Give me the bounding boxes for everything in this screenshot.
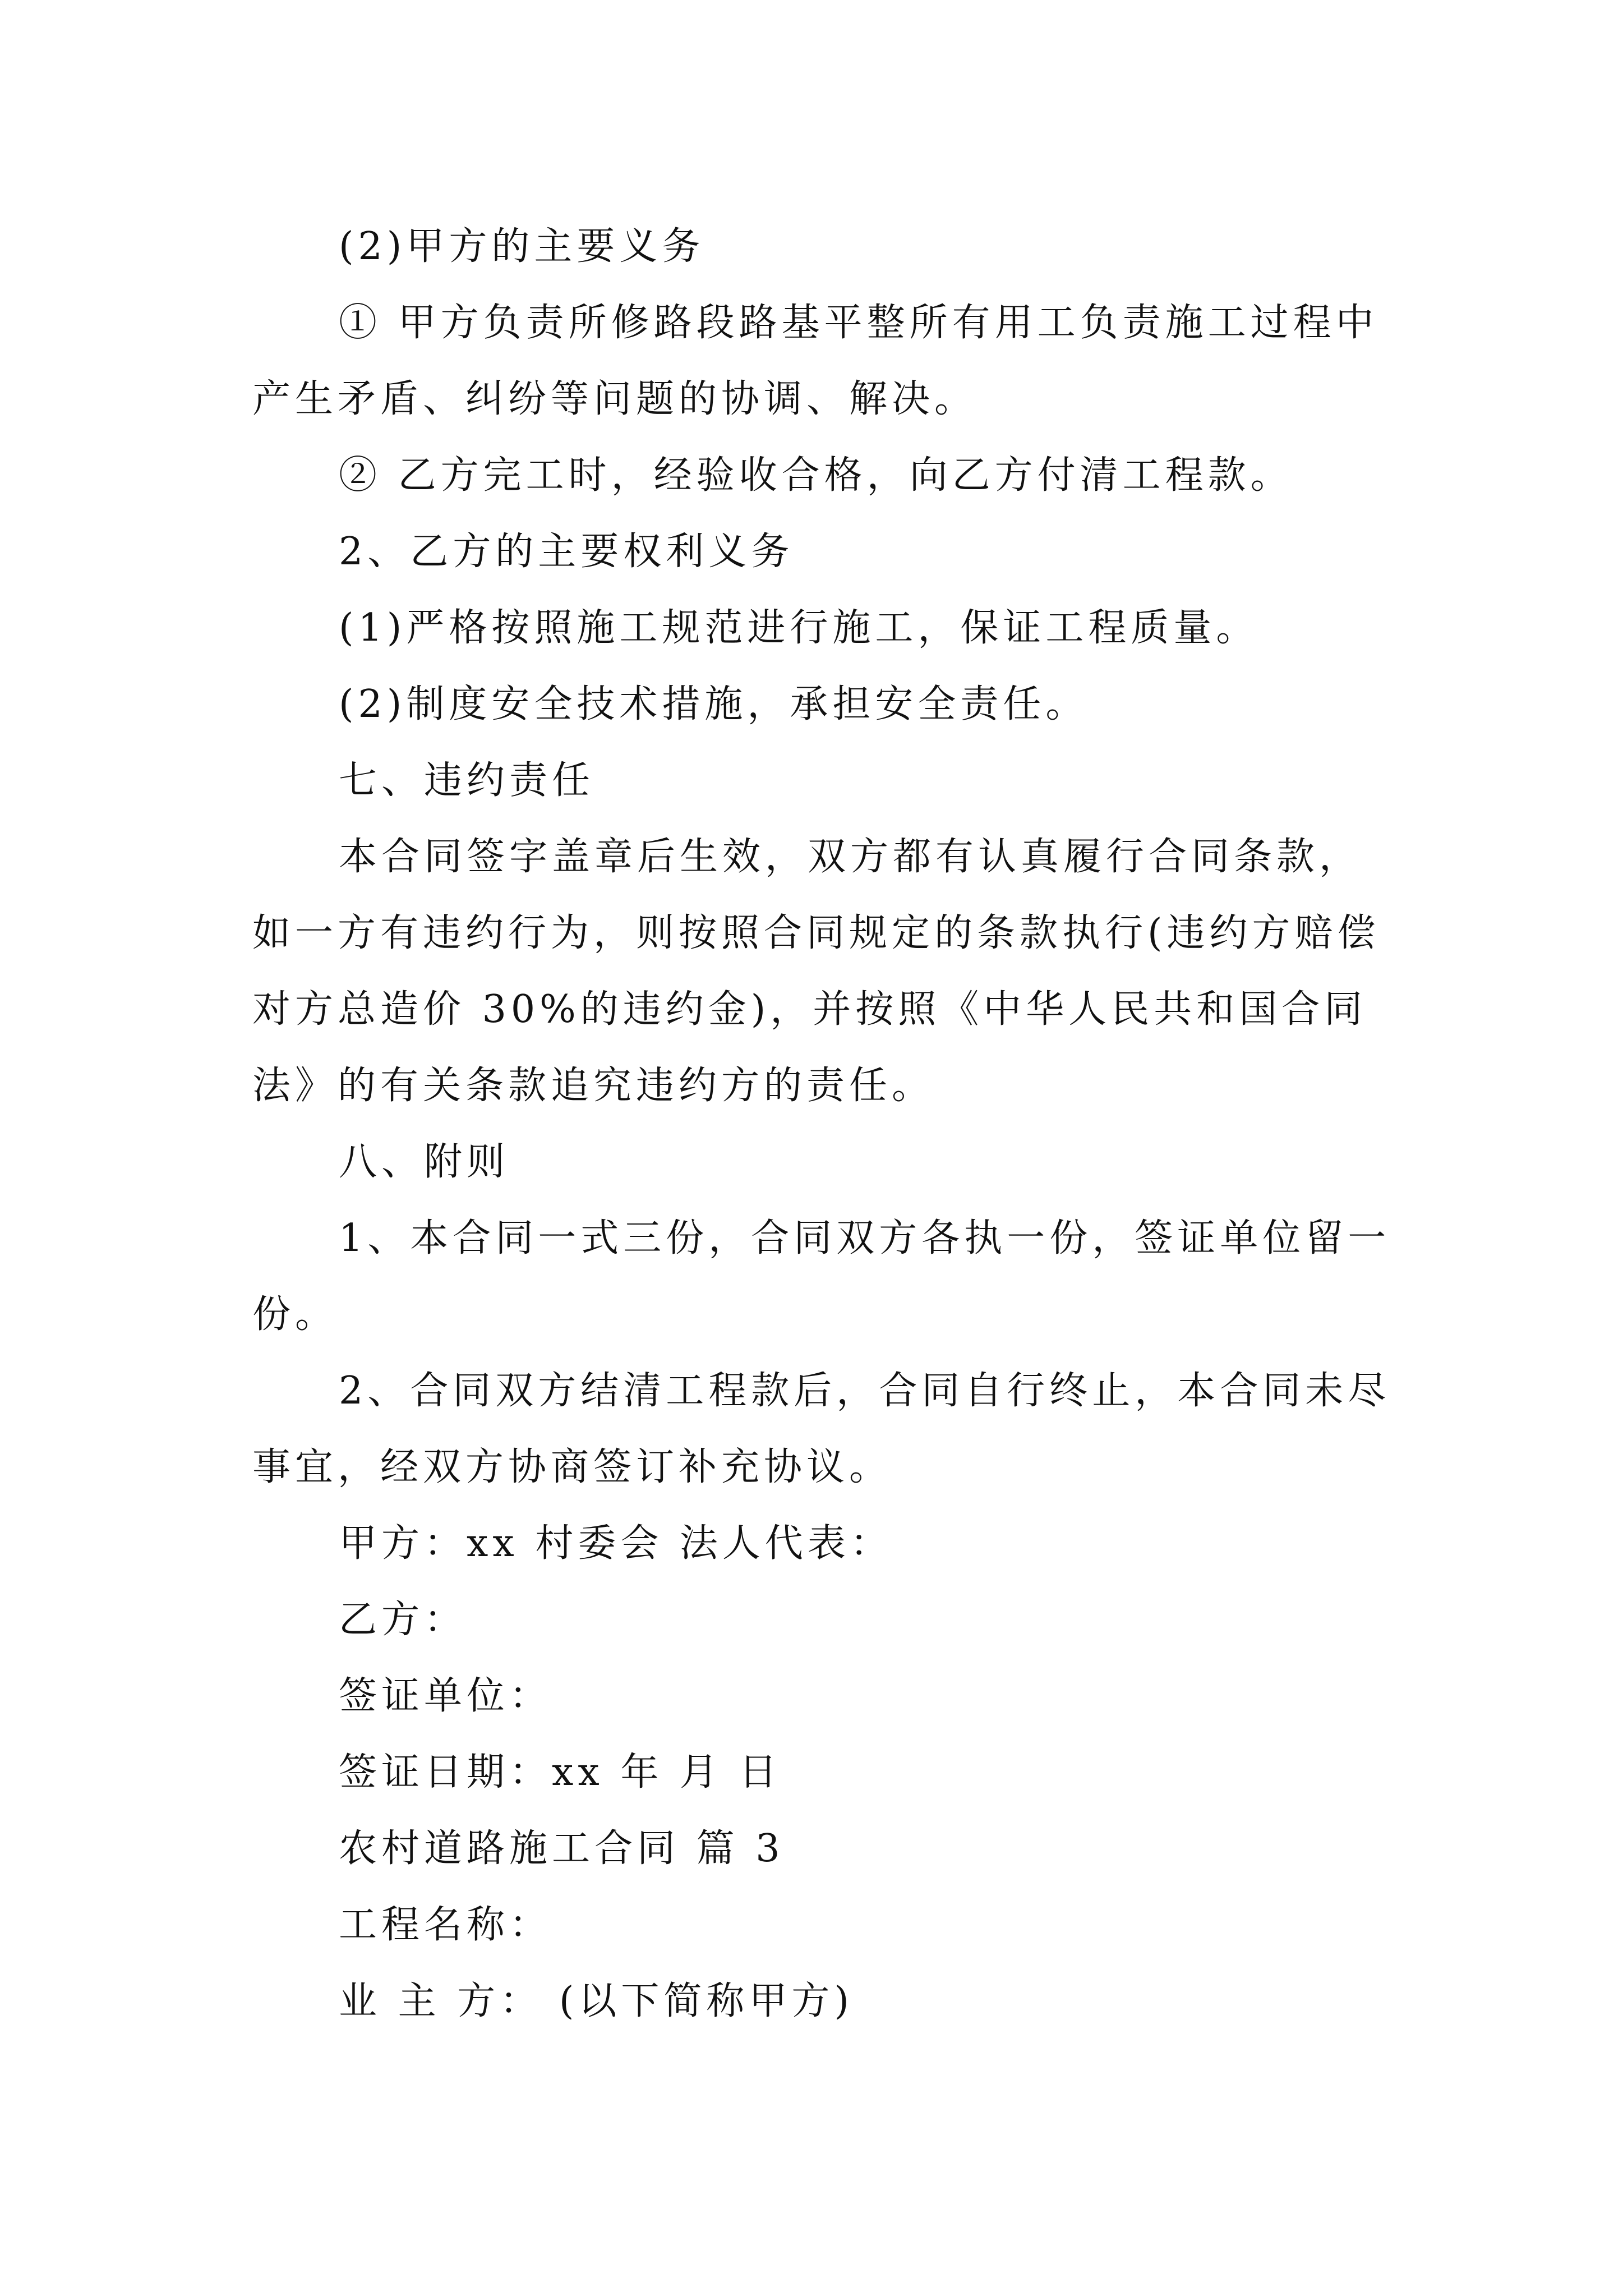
- paragraph: ① 甲方负责所修路段路基平整所有用工负责施工过程中产生矛盾、纠纷等问题的协调、解决。: [252, 301, 1378, 421]
- paragraph: 2、乙方的主要权利义务: [339, 530, 794, 574]
- form-line: 业 主 方： (以下简称甲方): [339, 1979, 854, 2023]
- signature-line: 签证日期：xx 年 月 日: [339, 1750, 782, 1795]
- signature-line: 签证单位：: [339, 1674, 552, 1718]
- signature-line: 乙方：: [339, 1598, 467, 1642]
- section-heading: 八、附则: [339, 1140, 510, 1184]
- section-heading: 七、违约责任: [339, 758, 595, 803]
- section-title: 农村道路施工合同 篇 3: [339, 1826, 785, 1871]
- paragraph: 2、合同双方结清工程款后，合同自行终止，本合同未尽事宜，经双方协商签订补充协议。: [252, 1369, 1391, 1489]
- signature-line: 甲方：xx 村委会 法人代表：: [339, 1521, 893, 1566]
- form-line: 工程名称：: [339, 1903, 552, 1947]
- paragraph: 本合同签字盖章后生效，双方都有认真履行合同条款，如一方有违约行为，则按照合同规定的条款执行(违约方赔偿对方总造价 30%的违约金)，并按照《中华人民共和国合同法》的有关条款追究违约方的责任。: [252, 835, 1380, 1108]
- paragraph: (2)甲方的主要义务: [339, 224, 705, 269]
- contract-text: [252, 209, 1394, 2040]
- paragraph: ② 乙方完工时，经验收合格，向乙方付清工程款。: [339, 453, 1293, 498]
- paragraph: 1、本合同一式三份，合同双方各执一份，签证单位留一份。: [252, 1216, 1391, 1337]
- paragraph: (2)制度安全技术措施，承担安全责任。: [339, 682, 1089, 726]
- paragraph: (1)严格按照施工规范进行施工，保证工程质量。: [339, 606, 1259, 650]
